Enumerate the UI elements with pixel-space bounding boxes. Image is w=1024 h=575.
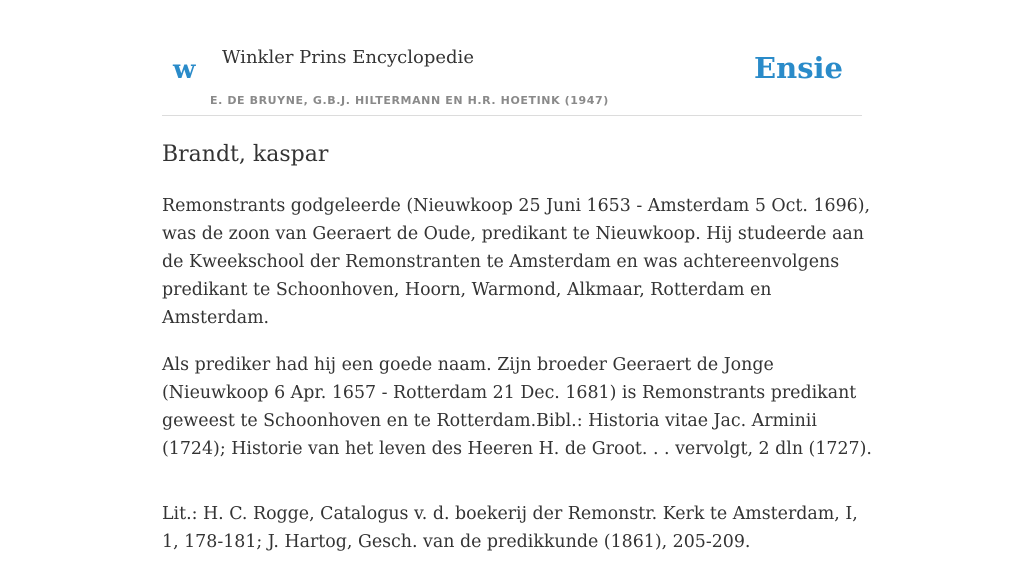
source-title[interactable]: Winkler Prins Encyclopedie [222, 47, 474, 68]
entry-paragraph: Als prediker had hij een goede naam. Zijn broeder Geeraert de Jonge (Nieuwkoop 6 Apr. 1657 - Rotterdam 21 Dec. 1681) is Remonstrants predikant geweest te Schoonhoven en te Rotterdam.Bibl.: Historia vitae Jac. Arminii (1724); Historie van het leven des Heeren H. de Groot. . . vervolgt, 2 dln (1727). [162, 355, 872, 459]
winkler-prins-logo[interactable]: w [173, 55, 196, 85]
source-authors: E. DE BRUYNE, G.B.J. HILTERMANN EN H.R. HOETINK (1947) [210, 94, 609, 107]
entry-body [162, 192, 872, 575]
entry-literature: Lit.: H. C. Rogge, Catalogus v. d. boekerij der Remonstr. Kerk te Amsterdam, I, 1, 178-181; J. Hartog, Gesch. van de predikkunde (1861), 205-209. [162, 504, 858, 552]
site-header [162, 28, 862, 116]
entry-paragraph: Remonstrants godgeleerde (Nieuwkoop 25 Juni 1653 - Amsterdam 5 Oct. 1696), was de zoon van Geeraert de Oude, predikant te Nieuwkoop. Hij studeerde aan de Kweekschool der Remonstranten te Amsterdam en was achtereenvolgens predikant te Schoonhoven, Hoorn, Warmond, Alkmaar, Rotterdam en Amsterdam. [162, 196, 871, 328]
entry-title: Brandt, kaspar [162, 142, 329, 167]
ensie-logo[interactable]: Ensie [754, 51, 843, 85]
